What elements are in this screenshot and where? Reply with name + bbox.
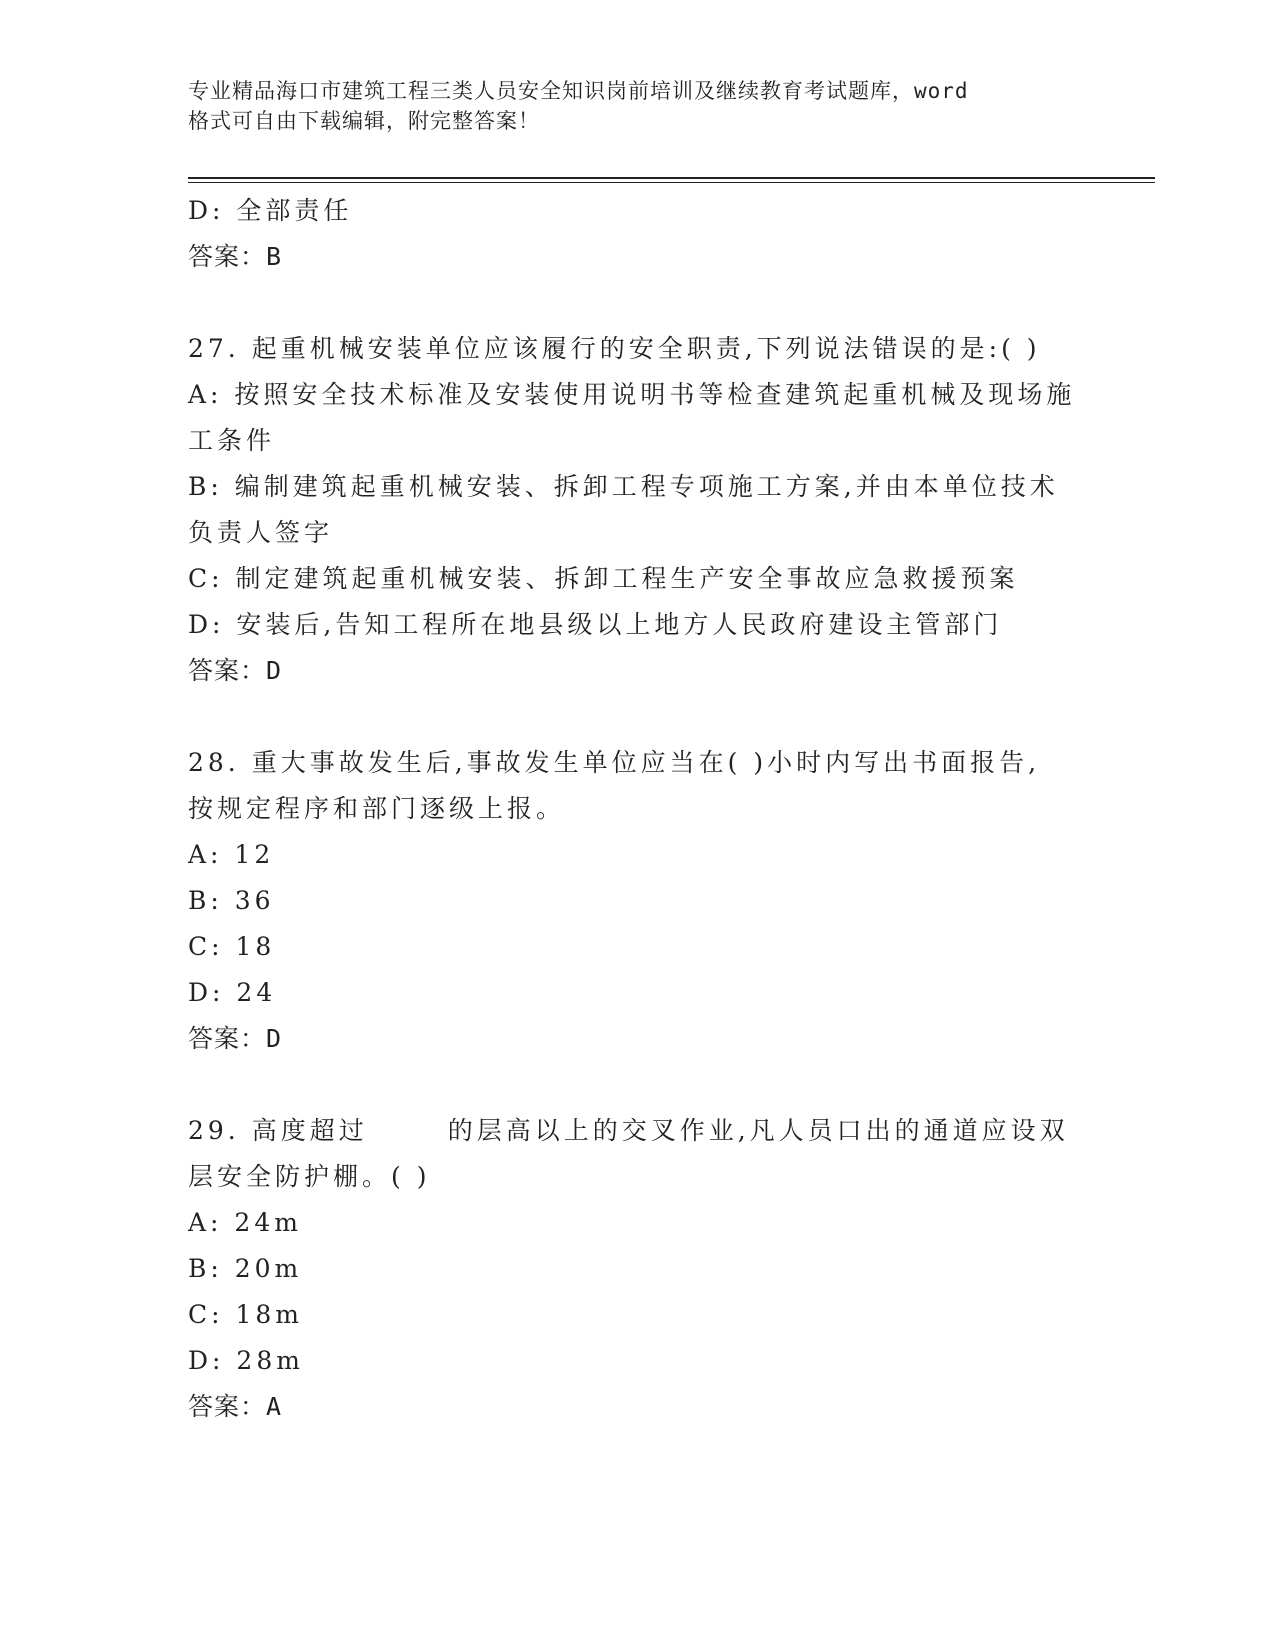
question-29-stem-part1: 29. 高度超过 (188, 1116, 368, 1145)
question-29-option-c: C: 18m (188, 1300, 304, 1329)
question-29-answer: 答案：A (188, 1392, 283, 1421)
question-28-stem-line1: 28. 重大事故发生后,事故发生单位应当在( )小时内写出书面报告, (188, 748, 1041, 777)
question-28-stem-line2: 按规定程序和部门逐级上报。 (188, 794, 566, 823)
header-divider-thin (188, 182, 1155, 183)
spacer (188, 694, 1088, 740)
question-27-option-d: D: 安装后,告知工程所在地县级以上地方人民政府建设主管部门 (188, 610, 1003, 639)
document-header (188, 76, 1068, 136)
header-divider-thick (188, 177, 1155, 179)
question-27-answer: 答案：D (188, 656, 283, 685)
question-29-option-a: A: 24m (188, 1208, 302, 1237)
question-27-option-b-line2: 负责人签字 (188, 518, 334, 547)
question-29-option-b: B: 20m (188, 1254, 303, 1283)
question-27-stem: 27. 起重机械安装单位应该履行的安全职责,下列说法错误的是:( ) (188, 334, 1041, 363)
question-28-answer: 答案：D (188, 1024, 283, 1053)
question-28-option-c: C: 18 (188, 932, 276, 961)
question-28 (188, 740, 1088, 1062)
spacer (188, 280, 1088, 326)
question-27-option-a-line1: A: 按照安全技术标准及安装使用说明书等检查建筑起重机械及现场施 (188, 380, 1076, 409)
question-29-stem-part2: 的层高以上的交叉作业,凡人员口出的通道应设双 (447, 1116, 1069, 1145)
question-29-stem-line2: 层安全防护棚。( ) (188, 1162, 431, 1191)
header-line-1: 专业精品海口市建筑工程三类人员安全知识岗前培训及继续教育考试题库，word (188, 79, 969, 103)
document-body (188, 188, 1088, 1430)
question-27-option-c: C: 制定建筑起重机械安装、拆卸工程生产安全事故应急救援预案 (188, 564, 1019, 593)
question-28-option-b: B: 36 (188, 886, 275, 915)
header-line-2: 格式可自由下载编辑，附完整答案！ (188, 109, 540, 133)
prev-question-answer: 答案：B (188, 242, 283, 271)
question-29-stem-line1 (188, 1108, 1088, 1154)
prev-question-option-d: D: 全部责任 (188, 196, 353, 225)
question-28-option-a: A: 12 (188, 840, 275, 869)
question-28-option-d: D: 24 (188, 978, 277, 1007)
question-27 (188, 326, 1088, 694)
spacer (188, 1062, 1088, 1108)
question-29 (188, 1108, 1088, 1430)
question-27-option-a-line2: 工条件 (188, 426, 276, 455)
question-29-option-d: D: 28m (188, 1346, 304, 1375)
question-27-option-b-line1: B: 编制建筑起重机械安装、拆卸工程专项施工方案,并由本单位技术 (188, 472, 1059, 501)
